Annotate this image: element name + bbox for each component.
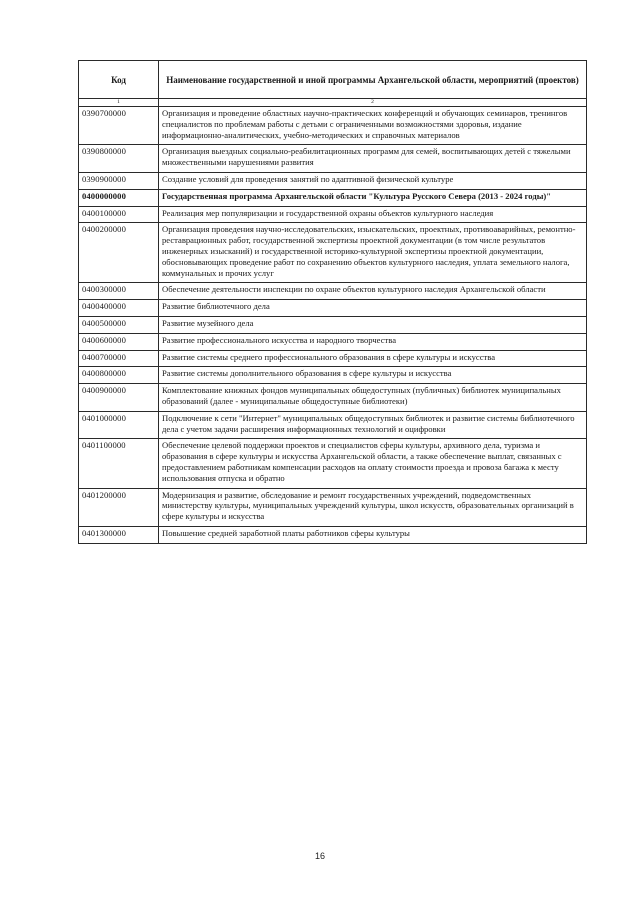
- row-name: Государственная программа Архангельской области "Культура Русского Севера (2013 - 2024 годы)": [159, 189, 587, 206]
- row-code: 0400000000: [79, 189, 159, 206]
- row-code: 0400100000: [79, 206, 159, 223]
- table-row: [79, 411, 587, 439]
- column-number-row: [79, 99, 587, 107]
- row-name: Комплектование книжных фондов муниципальных общедоступных (публичных) библиотек муниципальных образований (далее - муниципальные общедоступные библиотеки): [159, 384, 587, 412]
- table-header: [79, 61, 587, 99]
- row-code: 0400400000: [79, 300, 159, 317]
- row-name: Обеспечение целевой поддержки проектов и специалистов сферы культуры, архивного дела, туризма и образования в сфере культуры и искусства Архангельской области, а также обеспечение выплат, связанных с предоставлением работникам компенсации расходов на оплату стоимости проезда и провоза багажа к месту использования отпуска и обратно: [159, 439, 587, 488]
- row-name: Организация выездных социально-реабилитационных программ для семей, воспитывающих детей с тяжелыми множественными нарушениями развития: [159, 145, 587, 173]
- header-name: Наименование государственной и иной программы Архангельской области, мероприятий (проектов): [159, 61, 587, 99]
- table-row: [79, 333, 587, 350]
- row-code: 0390700000: [79, 107, 159, 145]
- table-row: [79, 367, 587, 384]
- row-name: Повышение средней заработной платы работников сферы культуры: [159, 526, 587, 543]
- table-row: [79, 206, 587, 223]
- table-row: [79, 526, 587, 543]
- row-name: Развитие профессионального искусства и народного творчества: [159, 333, 587, 350]
- table-row: [79, 145, 587, 173]
- table-row: [79, 223, 587, 283]
- row-name: Организация и проведение областных научно-практических конференций и обучающих семинаров, тренингов специалистов по проблемам работы с детьми с ограниченными возможностями здоровья, издание информационно-аналитических, учебно-методических и справочных материалов: [159, 107, 587, 145]
- table-row: [79, 316, 587, 333]
- table-row: [79, 189, 587, 206]
- row-code: 0400500000: [79, 316, 159, 333]
- table-row: [79, 300, 587, 317]
- row-code: 0400700000: [79, 350, 159, 367]
- table-row: [79, 107, 587, 145]
- column-number: 1: [79, 99, 159, 107]
- table-row: [79, 350, 587, 367]
- row-name: Обеспечение деятельности инспекции по охране объектов культурного наследия Архангельской области: [159, 283, 587, 300]
- table-row: [79, 283, 587, 300]
- table-row: [79, 439, 587, 488]
- row-name: Развитие музейного дела: [159, 316, 587, 333]
- document-page: [78, 60, 586, 544]
- row-code: 0400200000: [79, 223, 159, 283]
- row-name: Подключение к сети "Интернет" муниципальных общедоступных библиотек и развитие системы библиотечного дела с учетом задачи расширения информационных технологий и оцифровки: [159, 411, 587, 439]
- table-row: [79, 172, 587, 189]
- program-table: [78, 60, 587, 544]
- table-row: [79, 384, 587, 412]
- row-name: Развитие системы дополнительного образования в сфере культуры и искусства: [159, 367, 587, 384]
- row-code: 0400600000: [79, 333, 159, 350]
- column-number: 2: [159, 99, 587, 107]
- row-name: Создание условий для проведения занятий по адаптивной физической культуре: [159, 172, 587, 189]
- row-name: Организация проведения научно-исследовательских, изыскательских, проектных, противоаварийных, ремонтно-реставрационных работ, государственной экспертизы проектной документации (в том числе результатов инженерных изысканий) и государственной историко-культурной экспертизы проектной документации, обосновывающих проведение работ по сохранению объектов культурного наследия, уплата земельного налога, коммунальных и прочих услуг: [159, 223, 587, 283]
- page-number: 16: [314, 851, 325, 861]
- row-name: Реализация мер популяризации и государственной охраны объектов культурного наследия: [159, 206, 587, 223]
- row-name: Развитие библиотечного дела: [159, 300, 587, 317]
- row-code: 0390900000: [79, 172, 159, 189]
- row-code: 0400300000: [79, 283, 159, 300]
- row-code: 0401100000: [79, 439, 159, 488]
- row-code: 0401000000: [79, 411, 159, 439]
- row-code: 0400800000: [79, 367, 159, 384]
- row-code: 0401200000: [79, 488, 159, 526]
- header-code: Код: [79, 61, 159, 99]
- row-code: 0400900000: [79, 384, 159, 412]
- row-name: Развитие системы среднего профессионального образования в сфере культуры и искусства: [159, 350, 587, 367]
- table-body: [79, 99, 587, 544]
- row-code: 0401300000: [79, 526, 159, 543]
- row-name: Модернизация и развитие, обследование и ремонт государственных учреждений, подведомственных министерству культуры, муниципальных учреждений культуры, школ искусств, образовательных организаций в сфере культуры и искусства: [159, 488, 587, 526]
- table-row: [79, 488, 587, 526]
- row-code: 0390800000: [79, 145, 159, 173]
